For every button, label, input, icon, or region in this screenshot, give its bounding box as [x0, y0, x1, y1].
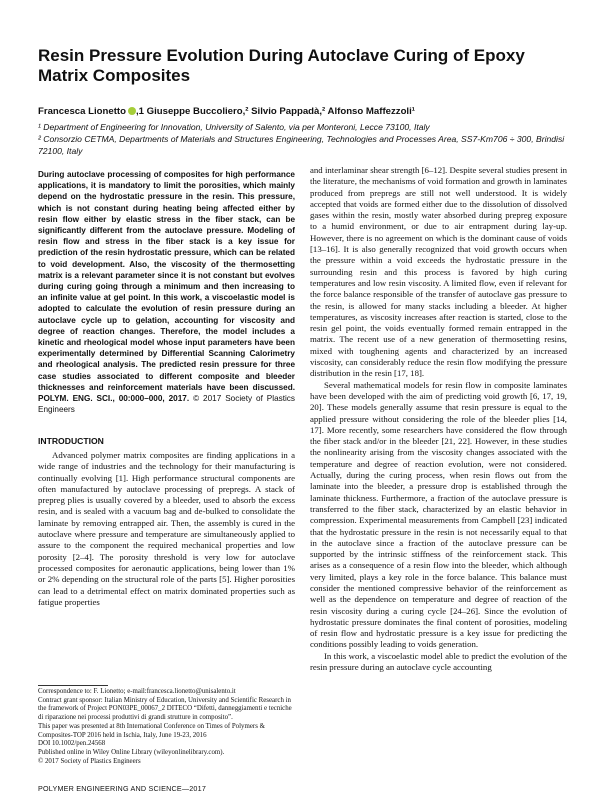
author-superscript: ,1	[135, 106, 144, 117]
article-title: Resin Pressure Evolution During Autoclave Curing of Epoxy Matrix Composites	[38, 46, 525, 85]
abstract-copyright: © 2017 Society of Plastics Engineers	[38, 394, 295, 415]
introduction-text: Advanced polymer matrix composites are finding applications in a wide range of industries and the technology for their manufacturing is continually evolving [1]. High performance structural components are often manufactured by autoclave processing of prepregs. A stack of prepreg plies is usually covered by a bleeder, used to absorb the excess resin, and is sealed with a vacuum bag and de-bulked to consolidate the laminate by removing entrapped air. Then, the assembly is cured in the autoclave where pressure and temperature are simultaneously applied to assure to the component the required mechanical properties and low porosity [2–4]. The porosity threshold is very low for autoclave processed composites for aeronautic applications, being lower than 1% or 2% depending on the structural role of the parts [5]. Higher porosities can lead to a detrimental effect on matrix dominated properties such as fatigue properties	[38, 450, 295, 607]
abstract-body: During autoclave processing of composites for high performance applications, it is mandatory to limit the porosities, which mainly depend on the hydrostatic pressure in the resin. This pressure, which is not constant during heating being affected either by resin flow either by elastic stress in the fiber stack, can be significantly different from the autoclave pressure. Modeling of resin flow and stress in the fiber stack is a key issue for prediction of the resin hydrostatic pressure, which can be related to void development. Also, the viscosity of the thermosetting matrix is a relevant parameter since it is not constant but evolves during curing going through a minimum and then increasing to an infinite value at gel point. In this work, a viscoelastic model is adopted to calculate the evolution of resin pressure during an autoclave cycle up to gelation, accounting for viscosity and degree of reaction changes. Therefore, the model includes a kinetic and rheological model whose input parameters have been experimentally determined by Differential Scanning Calorimetry and rheological analysis. The predicted resin pressure for three case studies associated to different composite and bleeder thicknesses and reinforcement materials have been discussed. POLYM. ENG. SCI., 00:000–000, 2017.	[38, 170, 295, 404]
section-heading-introduction: INTRODUCTION	[38, 436, 104, 446]
affiliation-1: ¹ Department of Engineering for Innovation, University of Salento, via per Monteroni, Lecce 73100, Italy	[38, 122, 430, 132]
affiliation-2: ² Consorzio CETMA, Departments of Materials and Structures Engineering, Technologies and Processes Area, SS7-Km706 ÷ 300, Brindisi 72100, Italy	[38, 134, 565, 156]
footnotes	[38, 688, 295, 766]
author-name: Francesca Lionetto	[38, 106, 126, 117]
coauthor-names: Giuseppe Buccoliero,² Silvio Pappadà,² Alfonso Maffezzoli¹	[143, 106, 415, 117]
body-paragraph: In this work, a viscoelastic model able to predict the evolution of the resin pressure during an autoclave cycle accounting	[310, 650, 567, 673]
abstract	[38, 169, 295, 415]
affiliations	[38, 121, 578, 157]
author-list	[38, 106, 578, 118]
footnote-conference: This paper was presented at 8th International Conference on Times of Polymers & Composites-TOP 2016 held in Ischia, Italy, June 19-23, 2016	[38, 722, 265, 739]
orcid-icon[interactable]	[128, 107, 136, 115]
footnote-published: Published online in Wiley Online Library (wileyonlinelibrary.com).	[38, 748, 225, 756]
body-paragraph: Several mathematical models for resin flow in composite laminates have been developed with the aim of predicting void growth [6, 17, 19, 20]. These models generally assume that resin pressure is equal to the applied pressure without considering the role of the bleeder plies [14, 17]. More recently, some researchers have considered the flow through the fiber stack and/or in the bleeder [21, 22]. However, in these studies the nonlinearity arising from the viscosity changes associated with the temperature and degree of reaction evolution, were not considered. Actually, during the curing process, when resin flows out from the laminate into the bleeder, a pressure drop is established through the laminate thickness. Furthermore, a fraction of the autoclave pressure is transferred to the fiber stack, characterized by an elastic behavior in compression. Experimental measurements from Campbell [23] indicated that the hydrostatic pressure in the resin is not necessarily equal to that in the autoclave since a fraction of the autoclave pressure can be supported by the intrinsic stiffness of the reinforcement stack. This arises as a consequence of a resin flow into the bleeder, which although very limited, plays a key role in the force balance. This balance must consider the mentioned compressive behavior of the reinforcement as well as the dependence on temperature and degree of reaction of the resin viscosity during a curing cycle [24–26]. Since the evolution of hydrostatic pressure dominates the final content of porosities, modeling of resin flow and hydrostatic pressure is a key issue for predicting the conditions possibly leading to voids generation.	[310, 379, 567, 650]
footnote-doi: DOI 10.1002/pen.24568	[38, 740, 106, 748]
footnote-grant: Contract grant sponsor: Italian Ministry of Education, University and Scientific Research in the framework of Project PON03PE_00067_2 DITECO “Difetti, danneggiamenti e tecniche di riparazione nei processi produttivi di grandi strutture in composito”.	[38, 696, 292, 722]
body-paragraph: and interlaminar shear strength [6–12]. Despite several studies present in the literature, the mechanisms of void formation and growth in laminates produced from prepregs are still not well understood. It is widely accepted that voids are formed either due to the dissolution of dissolved gases within the resin, mostly water absorbed during prepreg exposure to a humid environment, or due to air entrapment during lay-up. However, there is no agreement on which is the dominant cause of voids [13–16]. It is also generally recognized that void growth occurs when the pressure within a void exceeds the hydrostatic pressure in the surrounding resin and this process is favored by high curing temperatures and low resin viscosity. A limited flow, even if relevant for the force balance responsible of the transfer of autoclave gas pressure to the resin, is allowed for many stacks including a bleeder. At higher temperatures, as viscosity increases after reaction is started, close to the resin gel point, the voids eventually formed remain entrapped in the matrix. The recent use of a new generation of thermosetting resins, mixed with toughening agents and characterized by an increased viscosity, can considerably reduce the resin flow modifying the pressure distribution in the resin [17, 18].	[310, 165, 567, 379]
footnote-divider	[38, 685, 108, 686]
footnote-correspondence: Correspondence to: F. Lionetto; e-mail:francesca.lionetto@unisalento.it	[38, 688, 236, 695]
right-column	[310, 165, 567, 773]
footnote-copyright: © 2017 Society of Plastics Engineers	[38, 757, 141, 765]
running-footer: POLYMER ENGINEERING AND SCIENCE—2017	[38, 784, 207, 793]
